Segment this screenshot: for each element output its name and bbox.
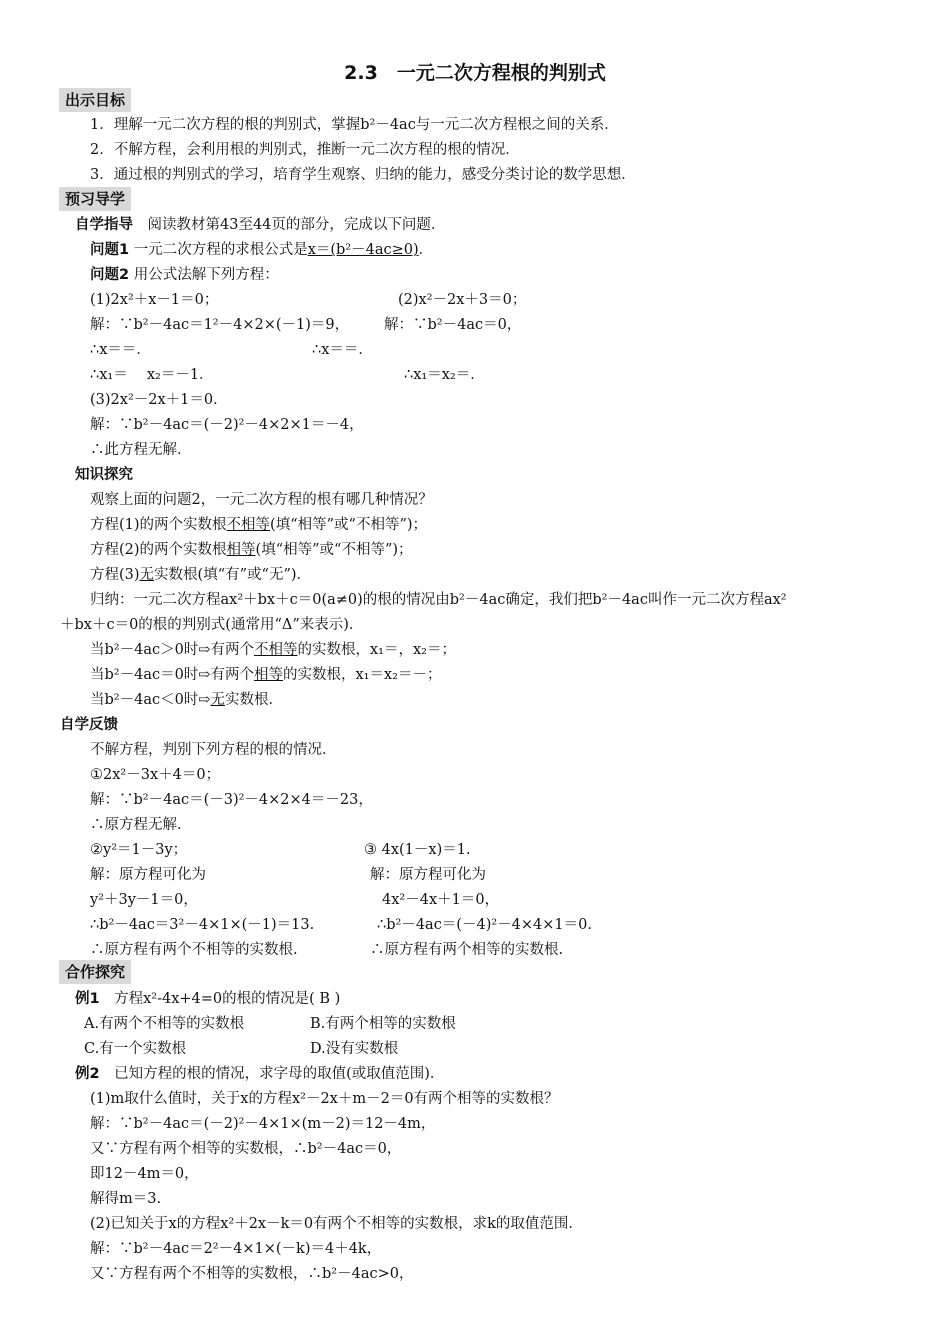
example-1-label: 例1 [75,991,100,1007]
case-negative-answer: 无 [210,692,225,708]
solution-1-line-2: ∴x＝＝． [90,342,151,358]
case-negative [90,693,283,708]
self-study-text: 阅读教材第43至44页的部分，完成以下问题． [133,217,446,233]
solution-2-line-3: ∴x₁＝x₂＝． [404,367,485,383]
self-study-guide [75,218,445,233]
section-header-preview: 预习导学 [59,187,131,211]
explore-line-1-answer: 不相等 [226,517,271,533]
self-feedback-label: 自学反馈 [60,717,118,733]
summary-line-2: ＋bx＋c＝0的根的判别式(通常用“Δ”来表示)． [60,617,364,633]
example-2-sol-1-line-2: 又∵方程有两个相等的实数根，∴b²－4ac＝0， [90,1141,402,1157]
feedback-eq-1: ①2x²－3x＋4＝0； [90,767,221,783]
question-1 [90,243,433,258]
explore-line-3-a: 方程(3) [90,567,140,583]
knowledge-explore-label: 知识探究 [75,467,133,483]
goal-3: 3．通过根的判别式的学习，培育学生观察、归纳的能力，感受分类讨论的数学思想． [90,167,636,183]
case-positive-b: 的实数根，x₁＝，x₂＝； [297,642,456,658]
feedback-sol-2-line-4: ∴原方程有两个不相等的实数根. [90,942,298,958]
feedback-eq-3: ③ 4x(1－x)＝1. [364,842,471,858]
page-title: 2.3 一元二次方程根的判别式 [344,62,606,84]
option-b: B.有两个相等的实数根 [310,1016,456,1032]
option-c: C.有一个实数根 [84,1041,187,1057]
section-header-cooperate: 合作探究 [59,960,131,984]
option-d: D.没有实数根 [310,1041,399,1057]
example-2-sol-2-line-1: 解：∵b²－4ac＝2²－4×1×(－k)＝4＋4k， [90,1241,382,1257]
example-2-text: 已知方程的根的情况，求字母的取值(或取值范围)． [99,1066,445,1082]
explore-line-3-answer: 无 [139,567,155,583]
explore-question: 观察上面的问题2，一元二次方程的根有哪几种情况？ [90,492,433,508]
solution-1-line-1: 解：∵b²－4ac＝1²－4×2×(－1)＝9， [90,317,350,333]
goal-1: 1．理解一元二次方程的根的判别式，掌握b²－4ac与一元二次方程根之间的关系． [90,117,619,133]
self-study-label: 自学指导 [75,217,133,233]
example-2-sol-1-line-4: 解得m＝3. [90,1191,162,1207]
case-zero-b: 的实数根，x₁＝x₂＝－； [282,667,442,683]
example-2-part-1: (1)m取什么值时，关于x的方程x²－2x＋m－2＝0有两个相等的实数根？ [90,1091,559,1107]
question-2-label: 问题2 [90,267,130,283]
problem-3: (3)2x²－2x＋1＝0． [90,392,228,408]
solution-2-line-1: 解：∵b²－4ac＝0， [384,317,522,333]
question-1-end: ． [418,242,434,258]
question-1-label: 问题1 [90,242,130,258]
case-negative-a: 当b²－4ac＜0时⇨ [90,692,211,708]
explore-line-2-a: 方程(2)的两个实数根 [90,542,227,558]
case-positive-a: 当b²－4ac＞0时⇨有两个 [90,642,254,658]
feedback-intro: 不解方程，判别下列方程的根的情况． [90,742,337,758]
solution-3-line-1: 解：∵b²－4ac＝(－2)²－4×2×1＝－4， [90,417,364,433]
case-zero [90,668,441,683]
case-zero-a: 当b²－4ac＝0时⇨有两个 [90,667,254,683]
feedback-sol-2-line-2: y²＋3y－1＝0， [90,892,198,908]
example-1 [75,992,340,1007]
summary-line-1: 归纳：一元二次方程ax²＋bx＋c＝0(a≠0)的根的情况由b²－4ac确定，我们把b²－4ac叫作一元二次方程ax² [90,592,787,608]
question-2-text: 用公式法解下列方程： [129,267,279,283]
explore-line-3-b: 实数根(填“有”或“无”)． [154,567,312,583]
feedback-sol-3-line-3: ∴b²－4ac＝(－4)²－4×4×1＝0. [377,917,592,933]
example-2-sol-1-line-3: 即12－4m＝0， [90,1166,199,1182]
solution-3-line-2: ∴此方程无解． [90,442,192,458]
question-1-text: 一元二次方程的求根公式是 [129,242,308,258]
feedback-sol-3-line-2: 4x²－4x＋1＝0， [382,892,500,908]
problem-2: (2)x²－2x＋3＝0； [398,292,527,308]
example-2-sol-2-line-2: 又∵方程有两个不相等的实数根，∴b²－4ac>0， [90,1266,414,1282]
feedback-eq-2: ②y²＝1－3y； [90,842,188,858]
explore-line-2-b: (填“相等”或“不相等”)； [255,542,413,558]
solution-1-line-3: ∴x₁＝ x₂＝－1． [90,367,214,383]
example-1-text: 方程x²-4x+4=0的根的情况是( B ) [99,991,341,1007]
feedback-sol-3-line-1: 解：原方程可化为 [370,867,486,883]
question-2 [90,268,279,283]
explore-line-1-b: (填“相等”或“不相等”)； [270,517,428,533]
feedback-sol-2-line-3: ∴b²－4ac＝3²－4×1×(－1)＝13. [90,917,315,933]
feedback-sol-2-line-1: 解：原方程可化为 [90,867,206,883]
goal-2: 2．不解方程，会利用根的判别式，推断一元二次方程的根的情况． [90,142,520,158]
example-2-part-2: (2)已知关于x的方程x²＋2x－k＝0有两个不相等的实数根，求k的取值范围． [90,1216,583,1232]
problem-1: (1)2x²＋x－1＝0； [90,292,219,308]
feedback-sol-3-line-4: ∴原方程有两个相等的实数根. [370,942,564,958]
solution-2-line-2: ∴x＝＝． [312,342,373,358]
feedback-sol-1-line-2: ∴原方程无解． [90,817,192,833]
explore-line-1 [90,518,427,533]
explore-line-2 [90,543,413,558]
explore-line-2-answer: 相等 [226,542,256,558]
section-header-goals: 出示目标 [59,88,131,112]
case-zero-answer: 相等 [253,667,283,683]
feedback-sol-1-line-1: 解：∵b²－4ac＝(－3)²－4×2×4＝－23， [90,792,373,808]
explore-line-1-a: 方程(1)的两个实数根 [90,517,227,533]
case-negative-b: 实数根． [224,692,283,708]
option-a: A.有两个不相等的实数根 [84,1016,245,1032]
case-positive-answer: 不相等 [253,642,298,658]
example-2 [75,1067,444,1082]
case-positive [90,643,456,658]
explore-line-3 [90,568,311,583]
example-2-sol-1-line-1: 解：∵b²－4ac＝(－2)²－4×1×(m－2)＝12－4m， [90,1116,436,1132]
question-1-answer: x＝(b²－4ac≥0) [307,242,419,258]
example-2-label: 例2 [75,1066,100,1082]
